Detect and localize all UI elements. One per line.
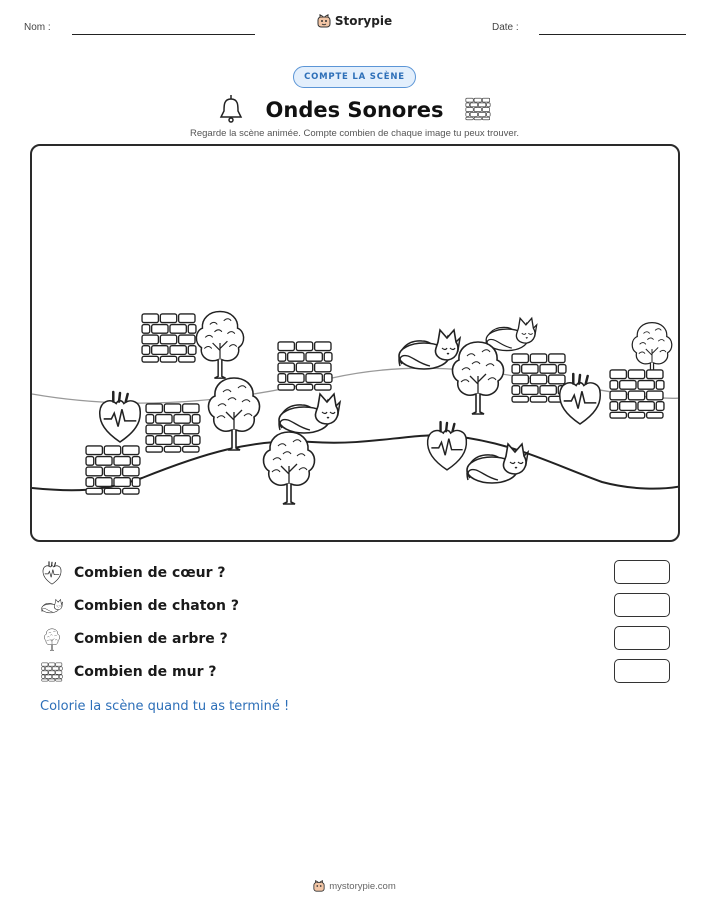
name-label: Nom :: [24, 22, 51, 33]
question-text: Combien de arbre ?: [74, 631, 228, 647]
heart-icon: [100, 392, 141, 442]
question-row-kitten: [40, 593, 670, 619]
kitten-icon: [399, 330, 460, 369]
answer-box-kitten[interactable]: [614, 593, 670, 617]
activity-badge: COMPTE LA SCÈNE: [293, 66, 416, 88]
kitten-icon: [486, 318, 537, 350]
closing-instruction: Colorie la scène quand tu as terminé !: [40, 699, 290, 714]
wall-icon: [41, 662, 63, 682]
wall-icon: [278, 342, 332, 390]
tree-icon: [196, 312, 243, 379]
question-text: Combien de mur ?: [74, 664, 217, 680]
kitten-icon: [40, 597, 64, 615]
tree-icon: [42, 627, 62, 651]
answer-box-tree[interactable]: [614, 626, 670, 650]
footer-url[interactable]: mystorypie.com: [329, 880, 396, 892]
brand-name: Storypie: [334, 14, 393, 28]
kitten-icon: [467, 444, 528, 483]
page-title-row: [0, 93, 709, 123]
wall-icon: [610, 370, 664, 418]
tree-icon: [452, 342, 503, 414]
storypie-logo-icon: [317, 14, 331, 28]
date-line[interactable]: [539, 34, 686, 35]
tree-icon: [263, 432, 314, 504]
answer-box-heart[interactable]: [614, 560, 670, 584]
wall-icon: [142, 314, 196, 362]
bell-icon: [218, 93, 244, 123]
question-row-tree: [40, 626, 670, 652]
wall-icon: [146, 404, 200, 452]
storypie-logo-icon: [313, 880, 325, 892]
wall-icon: [465, 97, 491, 121]
question-row-wall: [40, 659, 670, 685]
footer: [0, 880, 709, 895]
scene-illustration: [32, 146, 680, 542]
answer-box-wall[interactable]: [614, 659, 670, 683]
wall-icon: [512, 354, 566, 402]
kitten-icon: [279, 394, 340, 433]
brand-header: [0, 14, 709, 31]
heart-icon: [560, 374, 601, 424]
tree-icon: [208, 378, 259, 450]
question-text: Combien de cœur ?: [74, 565, 226, 581]
date-label: Date :: [492, 22, 519, 33]
name-line[interactable]: [72, 34, 255, 35]
heart-icon: [41, 561, 63, 585]
heart-icon: [428, 422, 467, 470]
instructions: Regarde la scène animée. Compte combien de chaque image tu peux trouver.: [189, 128, 519, 139]
question-row-heart: [40, 560, 670, 586]
question-text: Combien de chaton ?: [74, 598, 240, 614]
scene-panel: [30, 144, 680, 542]
page-title: Ondes Sonores: [265, 98, 444, 122]
